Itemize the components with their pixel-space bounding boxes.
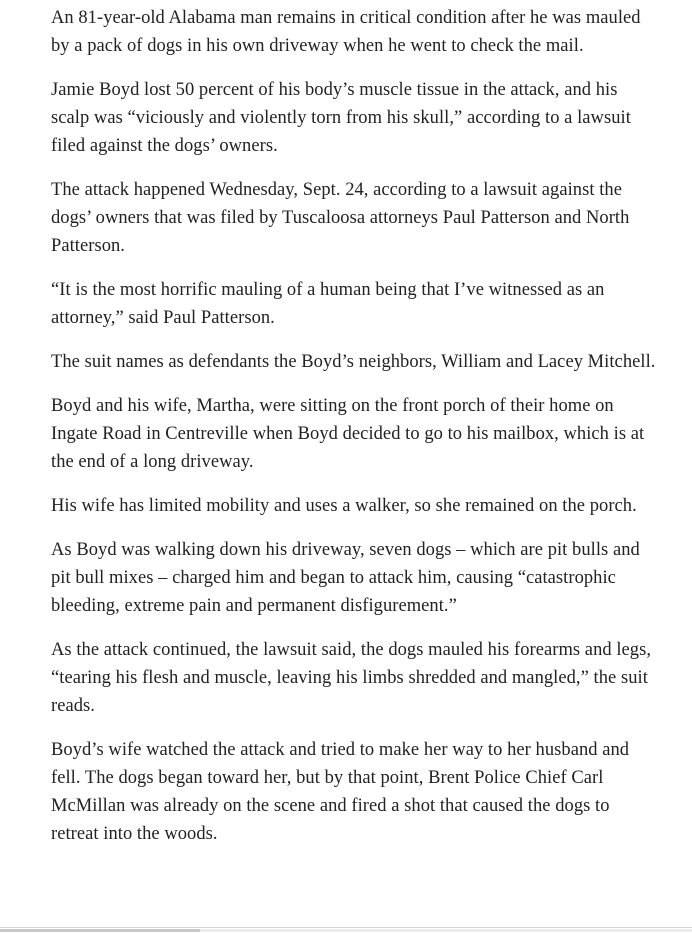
article-paragraph-8: As Boyd was walking down his driveway, seven dogs – which are pit bulls and pit bull mixes – charged him and began to attack him, causing “catastrophic bleeding, extreme pain and permanent disfigurement.” [51, 540, 640, 616]
article-paragraph-4: “It is the most horrific mauling of a human being that I’ve witnessed as an attorney,” said Paul Patterson. [51, 280, 605, 328]
article-paragraph-10: Boyd’s wife watched the attack and tried to make her way to her husband and fell. The dogs began toward her, but by that point, Brent Police Chief Carl McMillan was already on the scene and fired a shot that caused the dogs to retreat into the woods. [51, 740, 630, 844]
article-paragraph-6: Boyd and his wife, Martha, were sitting on the front porch of their home on Ingate Road in Centreville when Boyd decided to go to his mailbox, which is at the end of a long driveway. [51, 396, 645, 472]
article-body [51, 4, 656, 864]
article-paragraph-7: His wife has limited mobility and uses a walker, so she remained on the porch. [51, 496, 637, 516]
article-paragraph-3: The attack happened Wednesday, Sept. 24, according to a lawsuit against the dogs’ owners that was filed by Tuscaloosa attorneys Paul Patterson and North Patterson. [51, 180, 630, 256]
article-paragraph-2: Jamie Boyd lost 50 percent of his body’s muscle tissue in the attack, and his scalp was “viciously and violently torn from his skull,” according to a lawsuit filed against the dogs’ owners. [51, 80, 631, 156]
article-paragraph-9: As the attack continued, the lawsuit said, the dogs mauled his forearms and legs, “tearing his flesh and muscle, leaving his limbs shredded and mangled,” the suit reads. [51, 640, 652, 716]
article-paragraph-5: The suit names as defendants the Boyd’s neighbors, William and Lacey Mitchell. [51, 352, 656, 372]
scrollbar-track[interactable] [200, 929, 692, 932]
article-paragraph-1: An 81-year-old Alabama man remains in critical condition after he was mauled by a pack of dogs in his own driveway when he went to check the mail. [51, 8, 641, 56]
scrollbar-thumb[interactable] [0, 929, 200, 932]
horizontal-scrollbar[interactable] [0, 927, 692, 933]
